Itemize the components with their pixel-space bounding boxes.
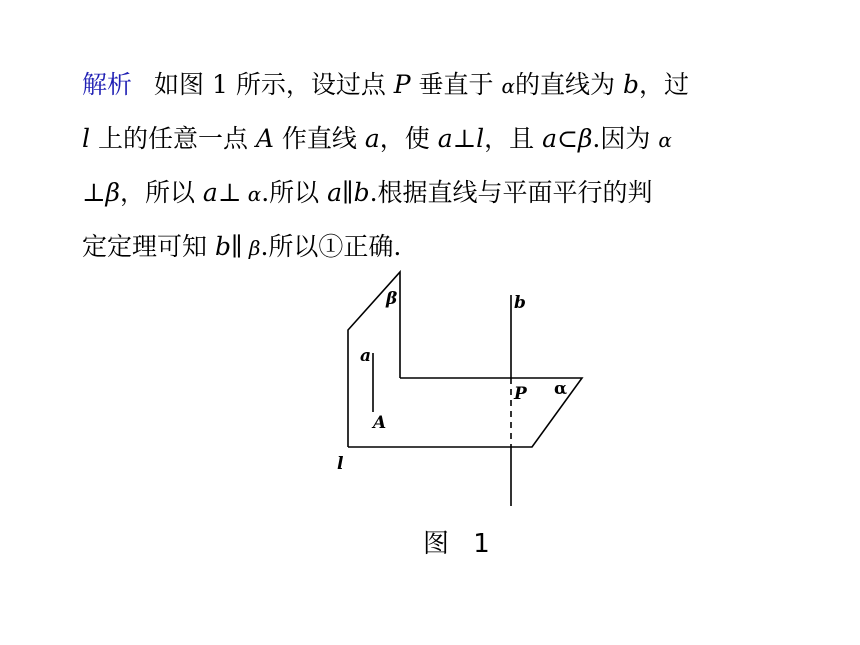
text-segment: 的直线为 [515,70,623,99]
solution-line-2 [82,112,762,166]
label-P: P [514,384,527,404]
math-a-subset-beta: a⊂β [542,124,593,153]
math-plane-alpha: α [241,182,262,206]
label-A: A [373,413,387,433]
math-line-l: l [82,124,90,153]
text-segment: .所以①正确. [260,232,402,261]
math-a-perp-l: a⊥l [437,124,485,153]
solution-keyword: 解析 [82,70,133,99]
solution-line-4 [82,220,762,274]
math-plane-alpha: α [501,74,516,98]
math-a-parallel-b: a∥b [327,178,370,207]
text-segment: .因为 [592,124,659,153]
math-line-a: a [364,124,380,153]
math-b-parallel: b∥ [214,232,243,261]
solution-line-3 [82,166,762,220]
text-segment: ，使 [379,124,438,153]
text-segment: .根据直线与平面平行的判 [369,178,653,207]
label-l: l [337,454,344,474]
math-plane-beta: β [242,236,261,260]
label-a: a [360,346,372,366]
math-line-b: b [622,70,639,99]
label-b: b [514,293,526,313]
text-segment: ，过 [638,70,689,99]
label-alpha: α [554,379,568,399]
planes-diagram [325,268,605,513]
solution-paragraph [82,58,762,274]
math-point-P: P [393,70,411,99]
math-perp-beta: ⊥β [82,178,120,207]
text-segment: 垂直于 [410,70,502,99]
label-beta: β [386,289,398,309]
text-segment: 上的任意一点 [90,124,256,153]
math-plane-alpha: α [658,128,672,152]
math-a-perp: a⊥ [202,178,242,207]
text-segment: 定定理可知 [82,232,215,261]
text-segment: ，且 [484,124,543,153]
solution-line-1 [82,58,762,112]
text-segment: 作直线 [273,124,365,153]
math-point-A: A [255,124,274,153]
geometry-figure [325,268,605,513]
text-segment: ，所以 [119,178,203,207]
text-segment: 如图 1 所示，设过点 [154,70,394,99]
text-segment: .所以 [261,178,328,207]
figure-caption: 图 1 [423,529,498,559]
